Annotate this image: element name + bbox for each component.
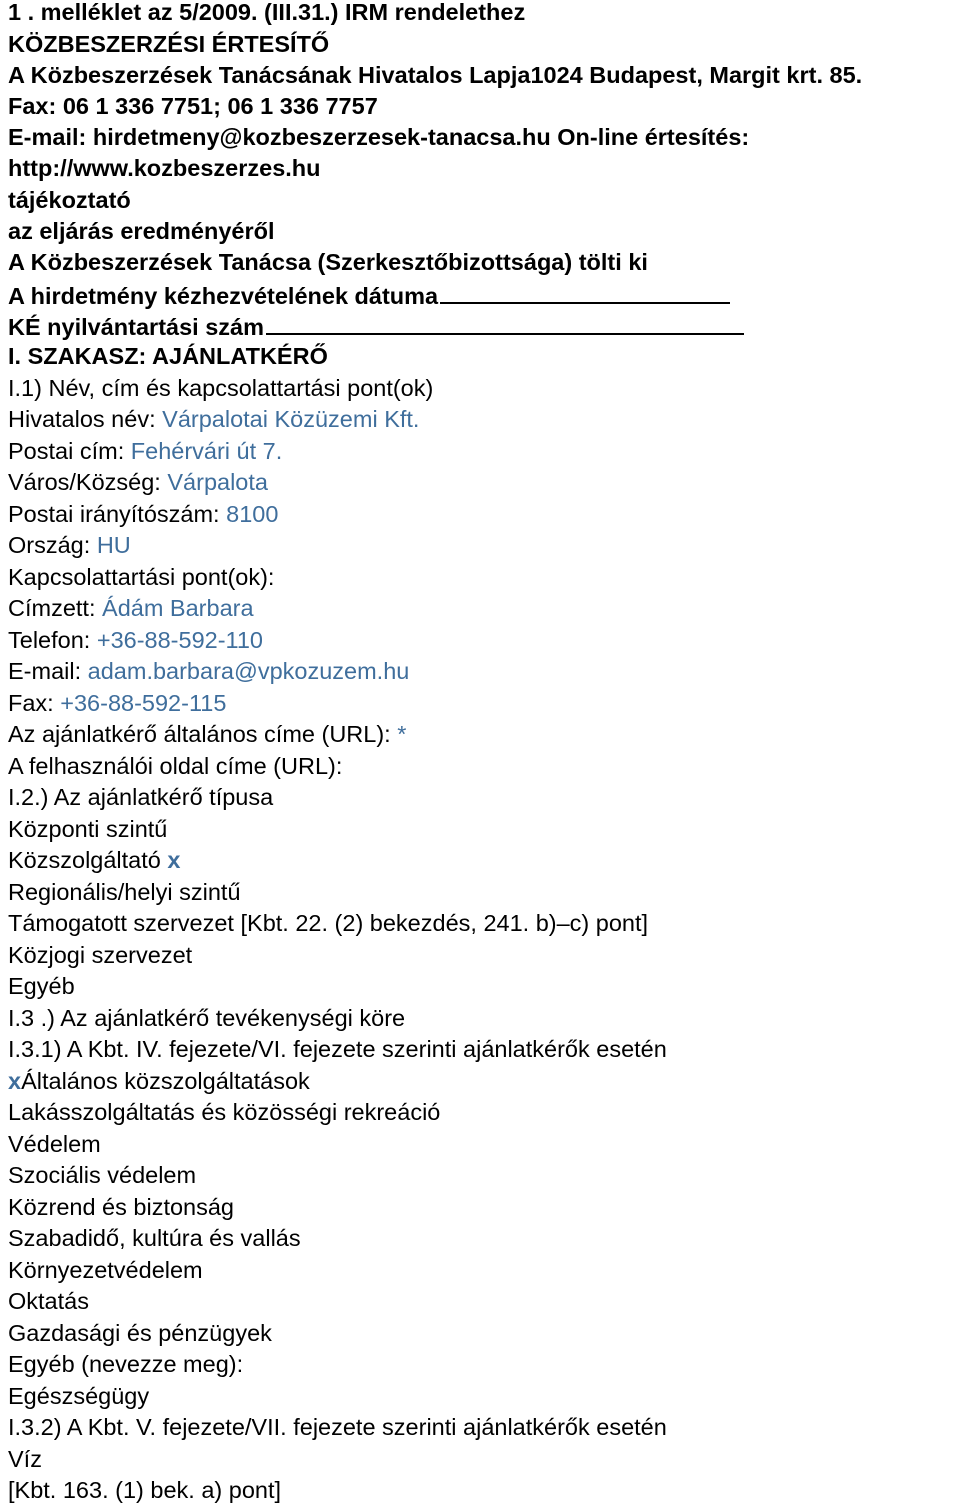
type-public-law: Közjogi szervezet bbox=[8, 942, 193, 968]
postcode-label: Postai irányítószám: bbox=[8, 501, 220, 527]
fax-label: Fax: bbox=[8, 690, 54, 716]
official-name-row bbox=[8, 405, 419, 433]
activity-housing: Lakásszolgáltatás és közösségi rekreáció bbox=[8, 1099, 441, 1125]
fax-line: Fax: 06 1 336 7751; 06 1 336 7757 bbox=[8, 93, 378, 119]
addressee-value: Ádám Barbara bbox=[102, 595, 254, 621]
country-value: HU bbox=[96, 532, 131, 558]
postal-address-label: Postai cím: bbox=[8, 438, 125, 464]
city-value: Várpalota bbox=[167, 469, 268, 495]
activity-general-row bbox=[8, 1067, 310, 1095]
receipt-date-label: A hirdetmény kézhezvételének dátuma bbox=[8, 283, 439, 309]
activity-social: Szociális védelem bbox=[8, 1162, 197, 1188]
type-supported: Támogatott szervezet [Kbt. 22. (2) bekezdés, 241. b)–c) pont] bbox=[8, 910, 649, 936]
phone-row bbox=[8, 626, 263, 654]
notice-type: tájékoztató bbox=[8, 187, 131, 213]
postcode-row bbox=[8, 500, 278, 528]
type-other: Egyéb bbox=[8, 973, 75, 999]
email-online-line: E-mail: hirdetmeny@kozbeszerzesek-tanacsa.hu On-line értesítés: bbox=[8, 124, 750, 150]
receipt-date-blank bbox=[440, 280, 730, 304]
activity-defence: Védelem bbox=[8, 1131, 101, 1157]
activity-water: Víz bbox=[8, 1446, 42, 1472]
activity-other: Egyéb (nevezze meg): bbox=[8, 1351, 244, 1377]
postal-address-row bbox=[8, 437, 282, 465]
sub3-title: I.3 .) Az ajánlatkérő tevékenységi köre bbox=[8, 1005, 406, 1031]
buyer-profile-label: A felhasználói oldal címe (URL): bbox=[8, 753, 343, 779]
email-value[interactable]: adam.barbara@vpkozuzem.hu bbox=[87, 658, 410, 684]
general-url-mark: * bbox=[397, 721, 407, 747]
phone-value: +36-88-592-110 bbox=[96, 627, 263, 653]
receipt-date-row bbox=[8, 280, 730, 310]
activity-water-ref: [Kbt. 163. (1) bek. a) pont] bbox=[8, 1477, 282, 1503]
sub1-title: I.1) Név, cím és kapcsolattartási pont(ok) bbox=[8, 375, 434, 401]
sub2-title: I.2.) Az ajánlatkérő típusa bbox=[8, 784, 274, 810]
official-name-label: Hivatalos név: bbox=[8, 406, 156, 432]
general-url-row bbox=[8, 720, 406, 748]
postcode-value: 8100 bbox=[226, 501, 279, 527]
activity-general-label: Általános közszolgáltatások bbox=[21, 1068, 310, 1094]
notice-subject: az eljárás eredményéről bbox=[8, 218, 275, 244]
activity-economic: Gazdasági és pénzügyek bbox=[8, 1320, 272, 1346]
activity-education: Oktatás bbox=[8, 1288, 89, 1314]
section-title: I. SZAKASZ: AJÁNLATKÉRŐ bbox=[8, 343, 328, 369]
addressee-label: Címzett: bbox=[8, 595, 96, 621]
sub31-title: I.3.1) A Kbt. IV. fejezete/VI. fejezete szerinti ajánlatkérők esetén bbox=[8, 1036, 667, 1062]
addressee-row bbox=[8, 594, 254, 622]
annex-line: 1 . melléklet az 5/2009. (III.31.) IRM rendelethez bbox=[8, 0, 526, 25]
country-label: Ország: bbox=[8, 532, 91, 558]
email-row bbox=[8, 657, 409, 685]
contact-points-label: Kapcsolattartási pont(ok): bbox=[8, 564, 275, 590]
country-row bbox=[8, 531, 131, 559]
fax-row bbox=[8, 689, 226, 717]
phone-label: Telefon: bbox=[8, 627, 91, 653]
gazette-title: KÖZBESZERZÉSI ÉRTESÍTŐ bbox=[8, 31, 330, 57]
fax-value: +36-88-592-115 bbox=[60, 690, 227, 716]
type-utility-row bbox=[8, 846, 180, 874]
filled-by-line: A Közbeszerzések Tanácsa (Szerkesztőbizottsága) tölti ki bbox=[8, 249, 648, 275]
type-utility-checkmark: x bbox=[167, 847, 181, 873]
activity-general-checkmark: x bbox=[8, 1068, 22, 1094]
postal-address-value: Fehérvári út 7. bbox=[130, 438, 283, 464]
activity-leisure: Szabadidő, kultúra és vallás bbox=[8, 1225, 301, 1251]
general-url-label: Az ajánlatkérő általános címe (URL): bbox=[8, 721, 391, 747]
url-line: http://www.kozbeszerzes.hu bbox=[8, 155, 321, 181]
registration-row bbox=[8, 311, 744, 341]
activity-health: Egészségügy bbox=[8, 1383, 150, 1409]
type-central: Központi szintű bbox=[8, 816, 168, 842]
official-name-value: Várpalotai Közüzemi Kft. bbox=[162, 406, 420, 432]
registration-label: KÉ nyilvántartási szám bbox=[8, 314, 264, 340]
city-row bbox=[8, 468, 268, 496]
sub32-title: I.3.2) A Kbt. V. fejezete/VII. fejezete szerinti ajánlatkérők esetén bbox=[8, 1414, 667, 1440]
publisher-line: A Közbeszerzések Tanácsának Hivatalos Lapja1024 Budapest, Margit krt. 85. bbox=[8, 62, 863, 88]
activity-order: Közrend és biztonság bbox=[8, 1194, 235, 1220]
registration-blank bbox=[266, 311, 744, 335]
email-label: E-mail: bbox=[8, 658, 82, 684]
type-regional: Regionális/helyi szintű bbox=[8, 879, 241, 905]
activity-environment: Környezetvédelem bbox=[8, 1257, 203, 1283]
type-utility-label: Közszolgáltató bbox=[8, 847, 161, 873]
city-label: Város/Község: bbox=[8, 469, 161, 495]
